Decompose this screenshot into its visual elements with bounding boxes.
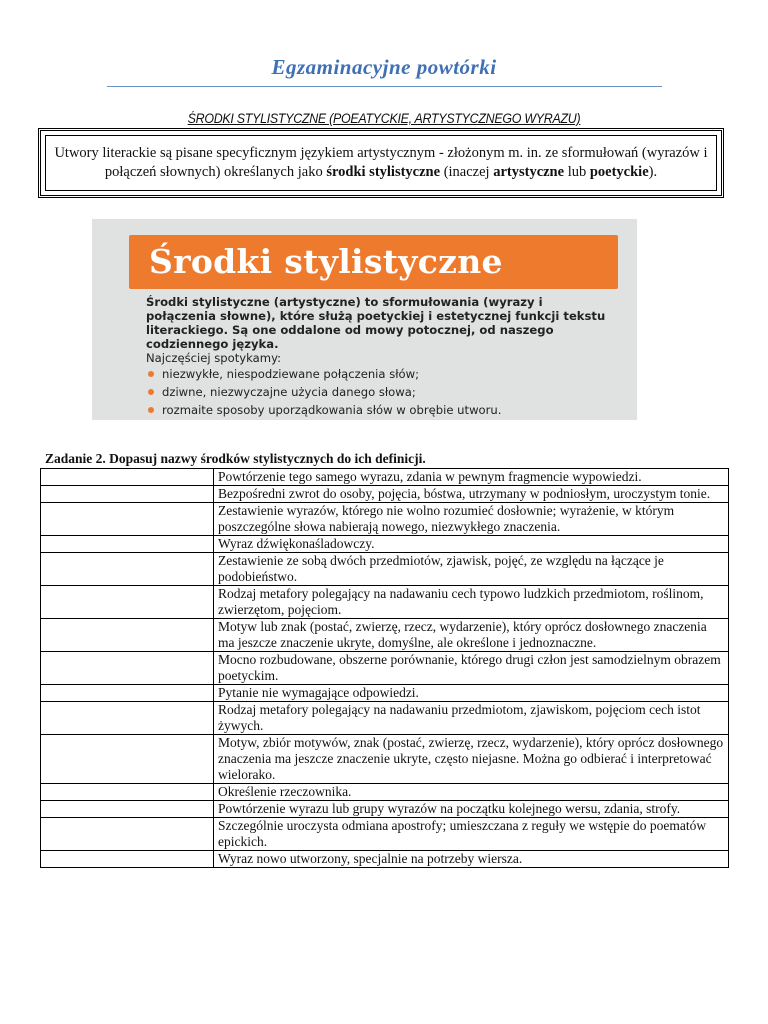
definition-cell: Rodzaj metafory polegający na nadawaniu przedmiotom, zjawiskom, pojęciom cech istot żywych. bbox=[214, 702, 729, 735]
definition-cell: Wyraz nowo utworzony, specjalnie na potrzeby wiersza. bbox=[214, 851, 729, 868]
definition-cell: Rodzaj metafory polegający na nadawaniu cech typowo ludzkich przedmiotom, roślinom, zwierzętom, pojęciom. bbox=[214, 586, 729, 619]
page-header-title: Egzaminacyjne powtórki bbox=[271, 55, 497, 79]
answer-cell[interactable] bbox=[41, 702, 214, 735]
bullet-icon bbox=[148, 371, 154, 377]
intro-text-part: (inaczej bbox=[440, 164, 494, 180]
intro-text-part: Utwory literackie są pisane specyficznym językiem artystycznym - złożonym m. in. ze sformułowań (wyrazów i połączeń słownych) określanych jako bbox=[54, 145, 708, 180]
definition-cell: Zestawienie wyrazów, którego nie wolno rozumieć dosłownie; wyrażenie, w którym poszczególne słowa nabierają nowego, niezwykłego znaczenia. bbox=[214, 503, 729, 536]
intro-bold-term: poetyckie bbox=[589, 164, 649, 180]
table-row bbox=[41, 586, 729, 619]
answer-cell[interactable] bbox=[41, 619, 214, 652]
document-subtitle: ŚRODKI STYLISTYCZNE (POEATYCKIE, ARTYSTYCZNEGO WYRAZU) bbox=[187, 111, 581, 126]
answer-cell[interactable] bbox=[41, 536, 214, 553]
answer-cell[interactable] bbox=[41, 784, 214, 801]
table-row bbox=[41, 553, 729, 586]
intro-text-part: lub bbox=[564, 164, 590, 180]
banner-list-item-text: rozmaite sposoby uporządkowania słów w obrębie utworu. bbox=[162, 403, 502, 417]
banner-list-item bbox=[146, 401, 501, 419]
answer-cell[interactable] bbox=[41, 818, 214, 851]
matching-table bbox=[40, 468, 729, 868]
banner-list-item-text: dziwne, niezwyczajne użycia danego słowa; bbox=[162, 385, 416, 399]
answer-cell[interactable] bbox=[41, 801, 214, 818]
banner-list-item bbox=[146, 365, 501, 383]
table-row bbox=[41, 818, 729, 851]
header-divider bbox=[107, 86, 662, 87]
intro-bold-term: artystyczne bbox=[493, 164, 565, 180]
definition-cell: Motyw, zbiór motywów, znak (postać, zwierzę, rzecz, wydarzenie), który oprócz dosłownego znaczenia ma jeszcze znaczenie ukryte, często niejasne. Można go odbierać i interpretować wielorako. bbox=[214, 735, 729, 784]
definition-cell: Zestawienie ze sobą dwóch przedmiotów, zjawisk, pojęć, ze względu na łączące je podobieństwo. bbox=[214, 553, 729, 586]
table-row bbox=[41, 652, 729, 685]
banner-heading: Środki stylistyczne bbox=[129, 235, 618, 289]
table-row bbox=[41, 503, 729, 536]
table-row bbox=[41, 702, 729, 735]
definition-cell: Motyw lub znak (postać, zwierzę, rzecz, wydarzenie), który oprócz dosłownego znaczenia ma jeszcze znaczenie ukryte, domyślne, ale określone i jednoznaczne. bbox=[214, 619, 729, 652]
table-row bbox=[41, 784, 729, 801]
bullet-icon bbox=[148, 389, 154, 395]
definition-cell: Pytanie nie wymagające odpowiedzi. bbox=[214, 685, 729, 702]
definition-cell: Określenie rzeczownika. bbox=[214, 784, 729, 801]
answer-cell[interactable] bbox=[41, 586, 214, 619]
table-row bbox=[41, 536, 729, 553]
banner-description: Środki stylistyczne (artystyczne) to sformułowania (wyrazy i połączenia słowne), które służą poetyckiej i estetycznej funkcji tekstu literackiego. Są one oddalone od mowy potocznej, od naszego codziennego języka. bbox=[146, 295, 606, 351]
table-row bbox=[41, 801, 729, 818]
table-row bbox=[41, 619, 729, 652]
answer-cell[interactable] bbox=[41, 851, 214, 868]
table-row bbox=[41, 685, 729, 702]
intro-text bbox=[45, 135, 717, 191]
answer-cell[interactable] bbox=[41, 735, 214, 784]
table-row bbox=[41, 469, 729, 486]
table-row bbox=[41, 851, 729, 868]
table-row bbox=[41, 735, 729, 784]
banner-lead: Najczęściej spotykamy: bbox=[146, 351, 281, 365]
answer-cell[interactable] bbox=[41, 685, 214, 702]
definition-cell: Mocno rozbudowane, obszerne porównanie, którego drugi człon jest samodzielnym obrazem poetyckim. bbox=[214, 652, 729, 685]
answer-cell[interactable] bbox=[41, 486, 214, 503]
intro-bold-term: środki stylistyczne bbox=[326, 164, 441, 180]
table-row bbox=[41, 486, 729, 503]
answer-cell[interactable] bbox=[41, 503, 214, 536]
intro-box bbox=[38, 128, 724, 198]
answer-cell[interactable] bbox=[41, 469, 214, 486]
definition-cell: Bezpośredni zwrot do osoby, pojęcia, bóstwa, utrzymany w podniosłym, uroczystym tonie. bbox=[214, 486, 729, 503]
answer-cell[interactable] bbox=[41, 553, 214, 586]
definition-cell: Wyraz dźwiękonaśladowczy. bbox=[214, 536, 729, 553]
task-title: Zadanie 2. Dopasuj nazwy środków stylistycznych do ich definicji. bbox=[45, 451, 426, 466]
banner-list bbox=[146, 365, 501, 419]
answer-cell[interactable] bbox=[41, 652, 214, 685]
definition-banner-image bbox=[92, 219, 637, 420]
intro-text-part: ). bbox=[648, 164, 658, 180]
bullet-icon bbox=[148, 407, 154, 413]
banner-list-item bbox=[146, 383, 501, 401]
definition-cell: Powtórzenie wyrazu lub grupy wyrazów na początku kolejnego wersu, zdania, strofy. bbox=[214, 801, 729, 818]
definition-cell: Szczególnie uroczysta odmiana apostrofy; umieszczana z reguły we wstępie do poematów epickich. bbox=[214, 818, 729, 851]
definition-cell: Powtórzenie tego samego wyrazu, zdania w pewnym fragmencie wypowiedzi. bbox=[214, 469, 729, 486]
banner-list-item-text: niezwykłe, niespodziewane połączenia słów; bbox=[162, 367, 420, 381]
